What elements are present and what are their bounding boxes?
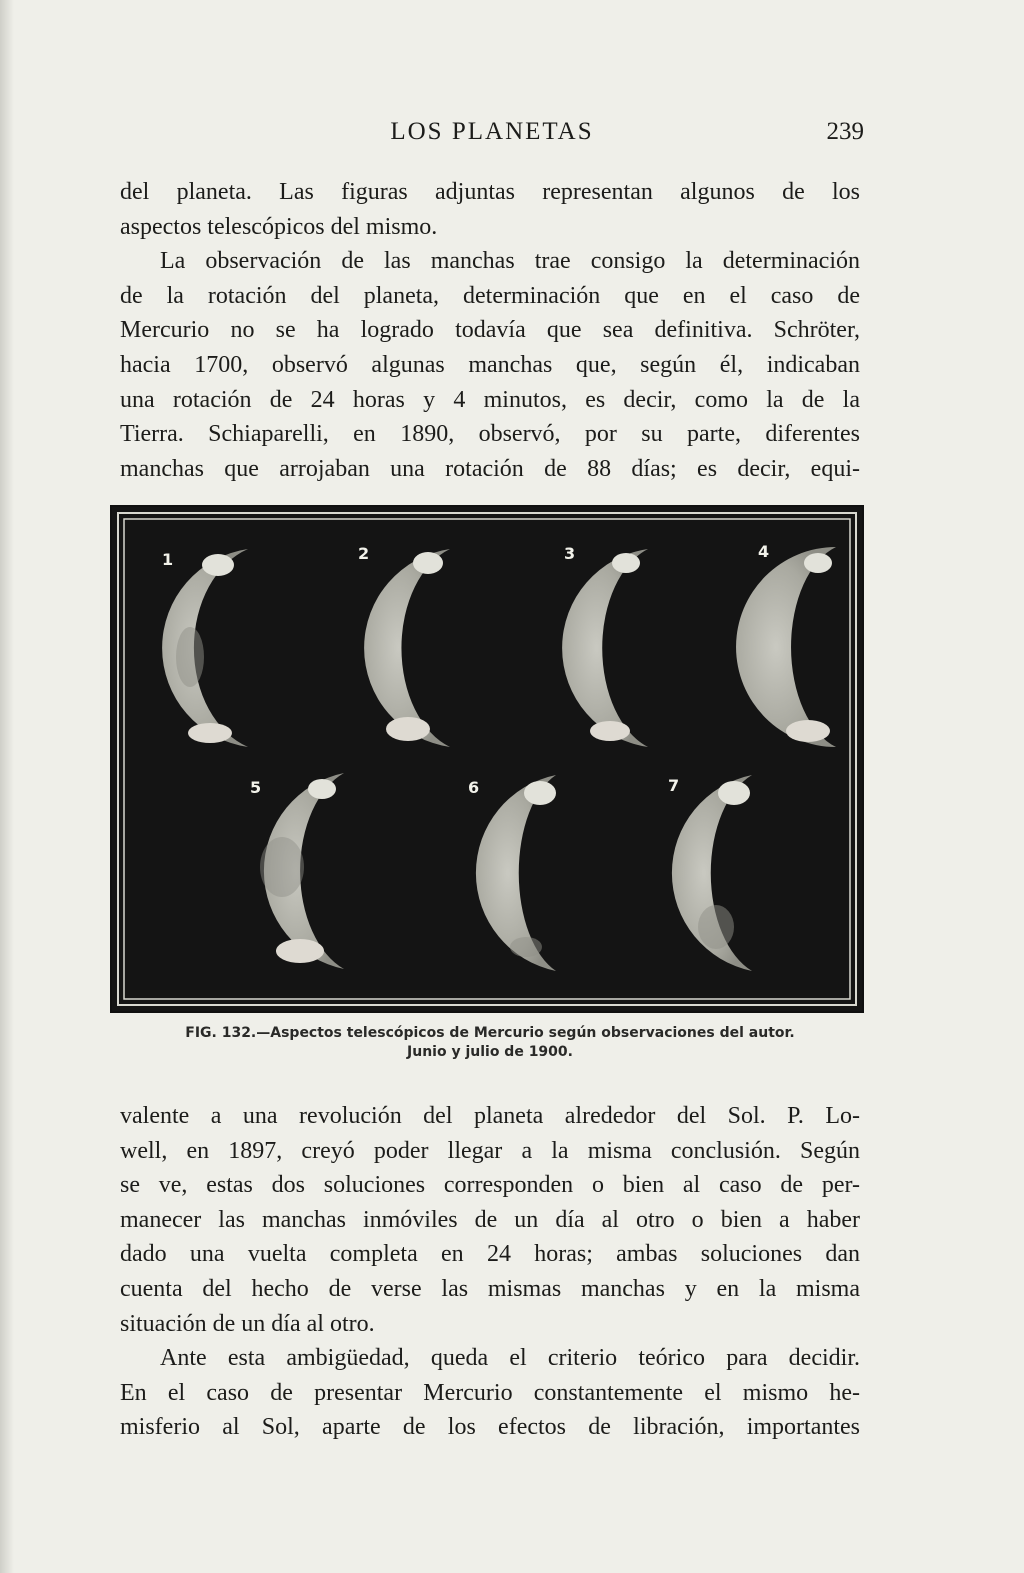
figure-illustration [112,507,862,1011]
text-line: cuenta del hecho de verse las mismas manchas y en la misma [120,1275,860,1302]
text-line: En el caso de presentar Mercurio constantemente el mismo he- [120,1379,860,1406]
paragraph [120,175,860,244]
panel-label-4: 4 [758,542,770,561]
body-text-bottom [120,1099,860,1445]
text-line: Ante esta ambigüedad, queda el criterio teórico para decidir. [160,1345,860,1372]
text-line: La observación de las manchas trae consigo la determinación [160,248,860,275]
text-line: well, en 1897, creyó poder llegar a la misma conclusión. Según [120,1137,860,1164]
text-line: dado una vuelta completa en 24 horas; ambas soluciones dan [120,1241,860,1268]
text-line: valente a una revolución del planeta alrededor del Sol. P. Lo- [120,1103,860,1129]
paragraph [120,1341,860,1445]
caption-line: Junio y julio de 1900. [407,1044,573,1060]
paragraph [120,1099,860,1341]
page-edge-shadow [0,0,14,1573]
figure-caption [120,1024,860,1062]
panel-label-6: 6 [468,778,480,797]
text-line: una rotación de 24 horas y 4 minutos, es decir, como la de la [120,386,860,413]
running-title: LOS PLANETAS [390,118,594,145]
paragraph [120,244,860,486]
caption-line: FIG. 132.—Aspectos telescópicos de Mercurio según observaciones del autor. [185,1025,795,1041]
running-head [120,118,864,158]
text-line: se ve, estas dos soluciones corresponden o bien al caso de per- [120,1172,860,1199]
body-text-top [120,175,860,486]
panel-label-2: 2 [358,544,370,563]
text-line: manchas que arrojaban una rotación de 88 días; es decir, equi- [120,455,860,482]
panel-label-1: 1 [162,550,174,569]
panel-label-7: 7 [668,776,680,795]
text-line: Mercurio no se ha logrado todavía que sea definitiva. Schröter, [120,317,860,344]
text-line: misferio al Sol, aparte de los efectos de libración, importantes [120,1414,860,1441]
text-line: aspectos telescópicos del mismo. [120,213,438,240]
text-line: de la rotación del planeta, determinación que en el caso de [120,282,860,309]
text-line: hacia 1700, observó algunas manchas que, según él, indicaban [120,351,860,378]
panel-label-5: 5 [250,778,262,797]
text-line: manecer las manchas inmóviles de un día al otro o bien a haber [120,1206,860,1233]
figure-mercury-phases [110,505,864,1013]
page-number: 239 [826,118,864,145]
text-line: del planeta. Las figuras adjuntas representan algunos de los [120,179,860,205]
text-line: situación de un día al otro. [120,1310,375,1337]
panel-label-3: 3 [564,544,576,563]
text-line: Tierra. Schiaparelli, en 1890, observó, por su parte, diferentes [120,421,860,448]
